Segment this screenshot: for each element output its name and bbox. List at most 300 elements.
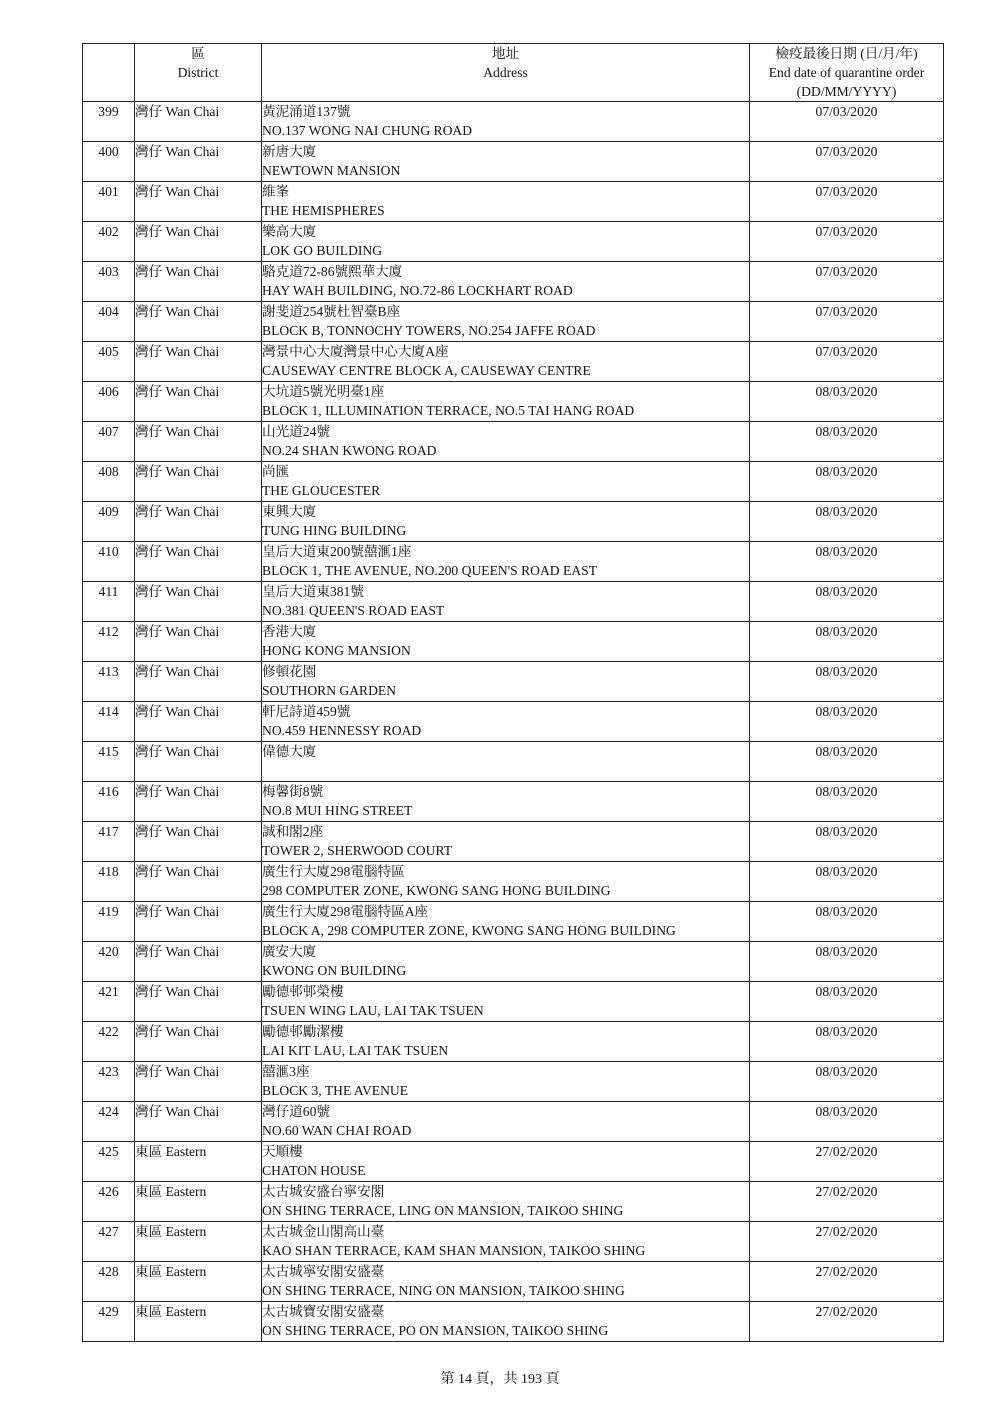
row-district-district: 灣仔 Wan Chai bbox=[135, 264, 220, 279]
row-address-en: TUNG HING BUILDING bbox=[262, 523, 407, 538]
row-address bbox=[262, 622, 750, 662]
row-address-zh: 東興大廈 bbox=[262, 504, 317, 519]
row-number-no: 424 bbox=[98, 1104, 119, 1119]
row-end-date-date: 27/02/2020 bbox=[815, 1144, 878, 1159]
row-address-en: CHATON HOUSE bbox=[262, 1163, 366, 1178]
row-number-no: 413 bbox=[98, 664, 119, 679]
table-row bbox=[83, 582, 944, 622]
row-address-en: NO.137 WONG NAI CHUNG ROAD bbox=[262, 123, 473, 138]
row-number-no: 403 bbox=[98, 264, 119, 279]
row-district-district: 灣仔 Wan Chai bbox=[135, 1024, 220, 1039]
header-end-date: 檢疫最後日期 (日/月/年) End date of quarantine order (DD/MM/YYYY) bbox=[750, 44, 944, 102]
row-number-no: 416 bbox=[98, 784, 119, 799]
row-district bbox=[135, 382, 262, 422]
row-address-en: BLOCK 1, THE AVENUE, NO.200 QUEEN'S ROAD EAST bbox=[262, 563, 597, 578]
row-address bbox=[262, 262, 750, 302]
row-end-date-date: 08/03/2020 bbox=[815, 624, 878, 639]
row-end-date-date: 08/03/2020 bbox=[815, 824, 878, 839]
row-address bbox=[262, 822, 750, 862]
row-address-en: BLOCK 3, THE AVENUE bbox=[262, 1083, 409, 1098]
row-end-date-date: 08/03/2020 bbox=[815, 464, 878, 479]
row-district bbox=[135, 742, 262, 782]
row-address bbox=[262, 1222, 750, 1262]
row-district bbox=[135, 262, 262, 302]
row-district-district: 灣仔 Wan Chai bbox=[135, 424, 220, 439]
row-end-date-date: 08/03/2020 bbox=[815, 584, 878, 599]
row-address-en: 298 COMPUTER ZONE, KWONG SANG HONG BUILDING bbox=[262, 883, 611, 898]
row-address-zh: 偉德大廈 bbox=[262, 744, 317, 759]
table-row bbox=[83, 1302, 944, 1342]
row-number-no: 423 bbox=[98, 1064, 119, 1079]
row-district-district: 灣仔 Wan Chai bbox=[135, 664, 220, 679]
row-address-en: NO.24 SHAN KWONG ROAD bbox=[262, 443, 437, 458]
row-district-district: 灣仔 Wan Chai bbox=[135, 824, 220, 839]
row-district-district: 灣仔 Wan Chai bbox=[135, 1064, 220, 1079]
row-end-date bbox=[750, 1102, 944, 1142]
table-row bbox=[83, 502, 944, 542]
row-district-district: 灣仔 Wan Chai bbox=[135, 104, 220, 119]
row-district-district: 灣仔 Wan Chai bbox=[135, 744, 220, 759]
row-address-en: THE GLOUCESTER bbox=[262, 483, 381, 498]
row-district bbox=[135, 862, 262, 902]
row-address bbox=[262, 142, 750, 182]
row-address-zh: 樂高大廈 bbox=[262, 224, 317, 239]
row-number bbox=[83, 342, 135, 382]
row-end-date bbox=[750, 662, 944, 702]
row-address bbox=[262, 1102, 750, 1142]
row-address-en: BLOCK B, TONNOCHY TOWERS, NO.254 JAFFE ROAD bbox=[262, 323, 596, 338]
row-address-zh: 囍滙3座 bbox=[262, 1064, 310, 1079]
row-district-district: 灣仔 Wan Chai bbox=[135, 344, 220, 359]
row-address bbox=[262, 702, 750, 742]
row-end-date-date: 08/03/2020 bbox=[815, 544, 878, 559]
row-address-zh: 勵德邨勵潔樓 bbox=[262, 1024, 344, 1039]
row-end-date-date: 08/03/2020 bbox=[815, 864, 878, 879]
row-end-date bbox=[750, 462, 944, 502]
quarantine-address-table bbox=[82, 43, 944, 1342]
row-end-date bbox=[750, 422, 944, 462]
row-district-district: 灣仔 Wan Chai bbox=[135, 944, 220, 959]
row-number-no: 417 bbox=[98, 824, 119, 839]
row-number-no: 401 bbox=[98, 184, 119, 199]
row-address-en: ON SHING TERRACE, PO ON MANSION, TAIKOO SHING bbox=[262, 1323, 609, 1338]
row-end-date-date: 07/03/2020 bbox=[815, 344, 878, 359]
row-number bbox=[83, 102, 135, 142]
table-row bbox=[83, 262, 944, 302]
row-address-en: THE HEMISPHERES bbox=[262, 203, 385, 218]
row-address bbox=[262, 942, 750, 982]
row-district bbox=[135, 942, 262, 982]
row-address-en: LAI KIT LAU, LAI TAK TSUEN bbox=[262, 1043, 449, 1058]
row-number bbox=[83, 142, 135, 182]
row-district bbox=[135, 822, 262, 862]
row-address-zh: 大坑道5號光明臺1座 bbox=[262, 384, 385, 399]
row-number bbox=[83, 942, 135, 982]
row-end-date-date: 08/03/2020 bbox=[815, 504, 878, 519]
row-district bbox=[135, 902, 262, 942]
table-row bbox=[83, 222, 944, 262]
row-district-district: 灣仔 Wan Chai bbox=[135, 184, 220, 199]
table-row bbox=[83, 662, 944, 702]
row-district bbox=[135, 662, 262, 702]
row-address-zh: 軒尼詩道459號 bbox=[262, 704, 351, 719]
row-address-en: TSUEN WING LAU, LAI TAK TSUEN bbox=[262, 1003, 484, 1018]
table-row bbox=[83, 382, 944, 422]
row-district-district: 東區 Eastern bbox=[135, 1144, 207, 1159]
row-number bbox=[83, 902, 135, 942]
row-district-district: 灣仔 Wan Chai bbox=[135, 504, 220, 519]
row-number bbox=[83, 1262, 135, 1302]
row-district-district: 灣仔 Wan Chai bbox=[135, 704, 220, 719]
row-address-zh: 天順樓 bbox=[262, 1144, 303, 1159]
row-number bbox=[83, 302, 135, 342]
row-district-district: 東區 Eastern bbox=[135, 1304, 207, 1319]
row-end-date-date: 08/03/2020 bbox=[815, 904, 878, 919]
row-address bbox=[262, 102, 750, 142]
row-address bbox=[262, 982, 750, 1022]
table-row bbox=[83, 862, 944, 902]
row-end-date bbox=[750, 742, 944, 782]
row-address bbox=[262, 222, 750, 262]
row-address-en: NEWTOWN MANSION bbox=[262, 163, 401, 178]
row-address-zh: 太古城安盛台寧安閣 bbox=[262, 1184, 385, 1199]
row-address bbox=[262, 862, 750, 902]
row-number-no: 419 bbox=[98, 904, 119, 919]
page-footer: 第 14 頁，共 193 頁 bbox=[440, 1372, 560, 1387]
row-end-date bbox=[750, 502, 944, 542]
row-district-district: 灣仔 Wan Chai bbox=[135, 984, 220, 999]
row-end-date bbox=[750, 142, 944, 182]
row-address-zh: 謝斐道254號杜智臺B座 bbox=[262, 304, 401, 319]
row-end-date-date: 08/03/2020 bbox=[815, 1064, 878, 1079]
row-number bbox=[83, 862, 135, 902]
row-end-date-date: 08/03/2020 bbox=[815, 944, 878, 959]
row-district bbox=[135, 182, 262, 222]
row-address-zh: 灣景中心大廈灣景中心大廈A座 bbox=[262, 344, 449, 359]
row-number bbox=[83, 702, 135, 742]
row-address-en: NO.8 MUI HING STREET bbox=[262, 803, 413, 818]
table-row bbox=[83, 182, 944, 222]
table-row bbox=[83, 1182, 944, 1222]
row-end-date-date: 08/03/2020 bbox=[815, 1104, 878, 1119]
row-address-zh: 香港大廈 bbox=[262, 624, 317, 639]
row-address-en: SOUTHORN GARDEN bbox=[262, 683, 397, 698]
row-number-no: 425 bbox=[98, 1144, 119, 1159]
row-district bbox=[135, 142, 262, 182]
row-district-district: 灣仔 Wan Chai bbox=[135, 144, 220, 159]
row-number bbox=[83, 1102, 135, 1142]
row-address-en: NO.459 HENNESSY ROAD bbox=[262, 723, 422, 738]
row-district bbox=[135, 1142, 262, 1182]
row-district bbox=[135, 542, 262, 582]
row-number bbox=[83, 1302, 135, 1342]
row-address-en: TOWER 2, SHERWOOD COURT bbox=[262, 843, 452, 858]
row-address-zh: 梅馨街8號 bbox=[262, 784, 324, 799]
row-district bbox=[135, 462, 262, 502]
row-end-date bbox=[750, 902, 944, 942]
row-district-district: 灣仔 Wan Chai bbox=[135, 1104, 220, 1119]
row-district bbox=[135, 102, 262, 142]
row-number bbox=[83, 542, 135, 582]
row-address-en: HAY WAH BUILDING, NO.72-86 LOCKHART ROAD bbox=[262, 283, 573, 298]
row-number bbox=[83, 822, 135, 862]
row-end-date-date: 08/03/2020 bbox=[815, 424, 878, 439]
row-district-district: 灣仔 Wan Chai bbox=[135, 304, 220, 319]
row-number bbox=[83, 422, 135, 462]
row-end-date-date: 08/03/2020 bbox=[815, 784, 878, 799]
row-end-date bbox=[750, 542, 944, 582]
table-row bbox=[83, 1142, 944, 1182]
row-number bbox=[83, 782, 135, 822]
row-number bbox=[83, 1222, 135, 1262]
table-row bbox=[83, 1262, 944, 1302]
row-number-no: 400 bbox=[98, 144, 119, 159]
row-address-en: BLOCK 1, ILLUMINATION TERRACE, NO.5 TAI HANG ROAD bbox=[262, 403, 635, 418]
table-row bbox=[83, 342, 944, 382]
table-row bbox=[83, 742, 944, 782]
row-address-zh: 駱克道72-86號熙華大廈 bbox=[262, 264, 403, 279]
row-number-no: 415 bbox=[98, 744, 119, 759]
row-number-no: 414 bbox=[98, 704, 119, 719]
row-district bbox=[135, 1022, 262, 1062]
row-address-zh: 尚匯 bbox=[262, 464, 290, 479]
row-address-en: KAO SHAN TERRACE, KAM SHAN MANSION, TAIKOO SHING bbox=[262, 1243, 646, 1258]
header-district: 區 District bbox=[135, 44, 262, 102]
row-district bbox=[135, 1302, 262, 1342]
row-number bbox=[83, 1022, 135, 1062]
row-number-no: 427 bbox=[98, 1224, 119, 1239]
table-row bbox=[83, 902, 944, 942]
row-number-no: 404 bbox=[98, 304, 119, 319]
table-row bbox=[83, 302, 944, 342]
table-row bbox=[83, 982, 944, 1022]
row-district bbox=[135, 702, 262, 742]
row-district-district: 東區 Eastern bbox=[135, 1224, 207, 1239]
row-end-date-date: 08/03/2020 bbox=[815, 664, 878, 679]
table-row bbox=[83, 1062, 944, 1102]
row-number-no: 418 bbox=[98, 864, 119, 879]
row-end-date bbox=[750, 822, 944, 862]
table-row bbox=[83, 1022, 944, 1062]
row-address-en: NO.60 WAN CHAI ROAD bbox=[262, 1123, 412, 1138]
row-address bbox=[262, 1262, 750, 1302]
row-number bbox=[83, 1142, 135, 1182]
table-row bbox=[83, 1102, 944, 1142]
table-row bbox=[83, 1222, 944, 1262]
row-district bbox=[135, 782, 262, 822]
row-end-date-date: 08/03/2020 bbox=[815, 1024, 878, 1039]
row-number bbox=[83, 622, 135, 662]
row-number bbox=[83, 182, 135, 222]
row-end-date-date: 07/03/2020 bbox=[815, 304, 878, 319]
row-address-zh: 太古城寶安閣安盛臺 bbox=[262, 1304, 385, 1319]
row-number-no: 411 bbox=[98, 584, 119, 599]
row-end-date bbox=[750, 1142, 944, 1182]
row-address bbox=[262, 182, 750, 222]
row-district bbox=[135, 1182, 262, 1222]
row-address-zh: 廣安大廈 bbox=[262, 944, 317, 959]
row-end-date-date: 07/03/2020 bbox=[815, 144, 878, 159]
row-end-date-date: 07/03/2020 bbox=[815, 224, 878, 239]
row-district-district: 東區 Eastern bbox=[135, 1264, 207, 1279]
row-end-date bbox=[750, 1022, 944, 1062]
row-address bbox=[262, 742, 750, 782]
row-end-date bbox=[750, 222, 944, 262]
row-number-no: 410 bbox=[98, 544, 119, 559]
row-end-date bbox=[750, 1222, 944, 1262]
row-address bbox=[262, 1062, 750, 1102]
row-district-district: 灣仔 Wan Chai bbox=[135, 624, 220, 639]
row-end-date bbox=[750, 582, 944, 622]
row-address-en: BLOCK A, 298 COMPUTER ZONE, KWONG SANG HONG BUILDING bbox=[262, 923, 676, 938]
row-district bbox=[135, 982, 262, 1022]
row-address-zh: 太古城金山閣高山臺 bbox=[262, 1224, 385, 1239]
row-district-district: 灣仔 Wan Chai bbox=[135, 904, 220, 919]
row-number-no: 405 bbox=[98, 344, 119, 359]
row-address bbox=[262, 782, 750, 822]
table-row bbox=[83, 462, 944, 502]
row-number-no: 399 bbox=[98, 104, 119, 119]
row-address-zh: 誠和閣2座 bbox=[262, 824, 324, 839]
row-end-date-date: 08/03/2020 bbox=[815, 704, 878, 719]
row-end-date bbox=[750, 1262, 944, 1302]
row-number bbox=[83, 742, 135, 782]
row-end-date-date: 07/03/2020 bbox=[815, 264, 878, 279]
table-row bbox=[83, 422, 944, 462]
row-district-district: 灣仔 Wan Chai bbox=[135, 544, 220, 559]
row-end-date bbox=[750, 1062, 944, 1102]
row-address-zh: 廣生行大廈298電腦特區A座 bbox=[262, 904, 429, 919]
row-address-en: KWONG ON BUILDING bbox=[262, 963, 407, 978]
row-number-no: 412 bbox=[98, 624, 119, 639]
row-district-district: 灣仔 Wan Chai bbox=[135, 784, 220, 799]
row-address-en: CAUSEWAY CENTRE BLOCK A, CAUSEWAY CENTRE bbox=[262, 363, 591, 378]
row-end-date bbox=[750, 262, 944, 302]
row-address-en bbox=[262, 761, 749, 780]
row-address-zh: 新唐大廈 bbox=[262, 144, 317, 159]
table-row bbox=[83, 942, 944, 982]
row-end-date-date: 07/03/2020 bbox=[815, 184, 878, 199]
row-end-date-date: 27/02/2020 bbox=[815, 1184, 878, 1199]
row-address-zh: 山光道24號 bbox=[262, 424, 330, 439]
row-address bbox=[262, 662, 750, 702]
row-number-no: 428 bbox=[98, 1264, 119, 1279]
row-district bbox=[135, 422, 262, 462]
row-number bbox=[83, 1182, 135, 1222]
row-end-date bbox=[750, 982, 944, 1022]
row-end-date-date: 27/02/2020 bbox=[815, 1304, 878, 1319]
row-number bbox=[83, 662, 135, 702]
row-end-date-date: 08/03/2020 bbox=[815, 744, 878, 759]
row-address bbox=[262, 302, 750, 342]
row-number-no: 406 bbox=[98, 384, 119, 399]
row-address bbox=[262, 1142, 750, 1182]
row-address-zh: 廣生行大廈298電腦特區 bbox=[262, 864, 405, 879]
header-address: 地址 Address bbox=[262, 44, 750, 102]
row-end-date bbox=[750, 302, 944, 342]
row-district bbox=[135, 1062, 262, 1102]
row-address-en: NO.381 QUEEN'S ROAD EAST bbox=[262, 603, 445, 618]
row-address-zh: 太古城寧安閣安盛臺 bbox=[262, 1264, 385, 1279]
row-address bbox=[262, 502, 750, 542]
row-address bbox=[262, 1022, 750, 1062]
row-address-zh: 黃泥涌道137號 bbox=[262, 104, 351, 119]
row-address bbox=[262, 342, 750, 382]
row-number bbox=[83, 982, 135, 1022]
row-district bbox=[135, 342, 262, 382]
row-address bbox=[262, 582, 750, 622]
row-number-no: 429 bbox=[98, 1304, 119, 1319]
table-row bbox=[83, 542, 944, 582]
table-row bbox=[83, 782, 944, 822]
row-district-district: 灣仔 Wan Chai bbox=[135, 584, 220, 599]
row-end-date bbox=[750, 622, 944, 662]
row-address-en: HONG KONG MANSION bbox=[262, 643, 411, 658]
row-district bbox=[135, 622, 262, 662]
row-number-no: 402 bbox=[98, 224, 119, 239]
row-address bbox=[262, 1182, 750, 1222]
row-district-district: 東區 Eastern bbox=[135, 1184, 207, 1199]
row-address-en: LOK GO BUILDING bbox=[262, 243, 383, 258]
row-number bbox=[83, 582, 135, 622]
row-district bbox=[135, 302, 262, 342]
header-number bbox=[83, 44, 135, 102]
row-address bbox=[262, 542, 750, 582]
row-end-date bbox=[750, 1302, 944, 1342]
row-district bbox=[135, 222, 262, 262]
table-header-row bbox=[83, 44, 944, 102]
row-end-date bbox=[750, 102, 944, 142]
row-address-en: ON SHING TERRACE, NING ON MANSION, TAIKOO SHING bbox=[262, 1283, 625, 1298]
row-number bbox=[83, 382, 135, 422]
row-district-district: 灣仔 Wan Chai bbox=[135, 864, 220, 879]
row-address-zh: 修頓花園 bbox=[262, 664, 317, 679]
row-address bbox=[262, 422, 750, 462]
row-end-date-date: 08/03/2020 bbox=[815, 384, 878, 399]
row-address bbox=[262, 1302, 750, 1342]
row-end-date-date: 07/03/2020 bbox=[815, 104, 878, 119]
row-end-date bbox=[750, 342, 944, 382]
row-number-no: 421 bbox=[98, 984, 119, 999]
row-district bbox=[135, 582, 262, 622]
row-end-date bbox=[750, 382, 944, 422]
row-address-zh: 皇后大道東200號囍滙1座 bbox=[262, 544, 412, 559]
row-district-district: 灣仔 Wan Chai bbox=[135, 224, 220, 239]
row-number-no: 408 bbox=[98, 464, 119, 479]
row-address-zh: 維峯 bbox=[262, 184, 290, 199]
row-end-date-date: 27/02/2020 bbox=[815, 1264, 878, 1279]
row-number-no: 426 bbox=[98, 1184, 119, 1199]
row-district bbox=[135, 502, 262, 542]
row-address-zh: 皇后大道東381號 bbox=[262, 584, 364, 599]
row-address bbox=[262, 382, 750, 422]
row-district-district: 灣仔 Wan Chai bbox=[135, 384, 220, 399]
row-address bbox=[262, 902, 750, 942]
row-end-date-date: 08/03/2020 bbox=[815, 984, 878, 999]
row-address-zh: 灣仔道60號 bbox=[262, 1104, 330, 1119]
row-number bbox=[83, 462, 135, 502]
row-district bbox=[135, 1222, 262, 1262]
row-end-date bbox=[750, 702, 944, 742]
row-number bbox=[83, 502, 135, 542]
row-number bbox=[83, 262, 135, 302]
row-number-no: 409 bbox=[98, 504, 119, 519]
row-district-district: 灣仔 Wan Chai bbox=[135, 464, 220, 479]
row-number-no: 420 bbox=[98, 944, 119, 959]
row-district bbox=[135, 1102, 262, 1142]
row-address-en: ON SHING TERRACE, LING ON MANSION, TAIKOO SHING bbox=[262, 1203, 624, 1218]
row-number bbox=[83, 1062, 135, 1102]
